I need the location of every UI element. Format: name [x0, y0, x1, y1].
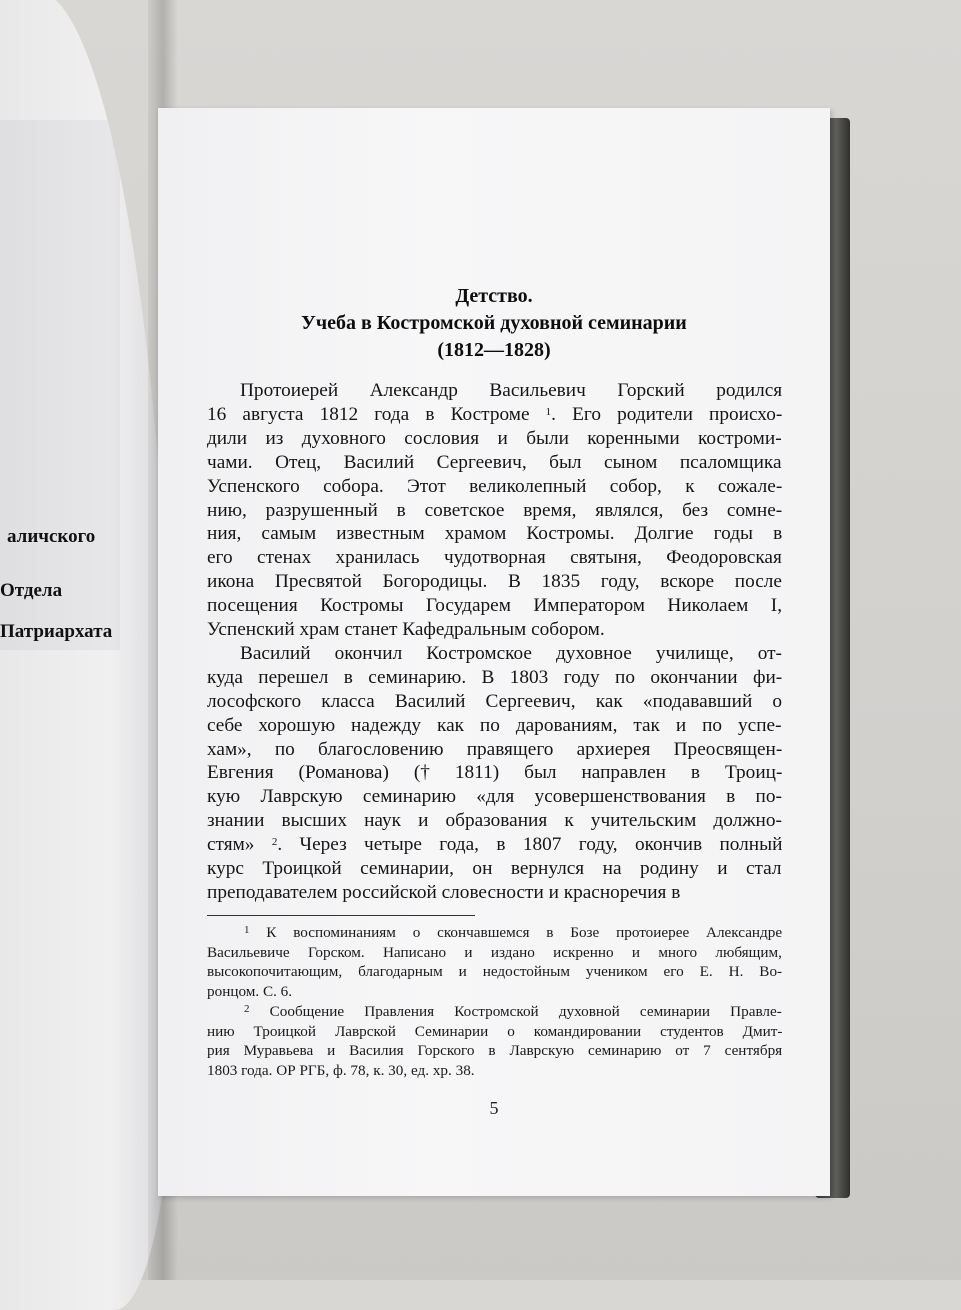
body-line: кую Лаврскую семинарию «для усовершенствования в по- [207, 786, 782, 808]
body-line: дили из духовного сословия и были коренными костроми- [207, 427, 782, 449]
body-line: куда перешел в семинарию. В 1803 году по окончании фи- [207, 666, 783, 688]
footnote-ref: 1 [545, 405, 552, 418]
footnote-line: Васильевиче Горском. Написано и издано искренно и много любящим, [207, 943, 782, 961]
body-line: курс Троицкой семинарии, он вернулся на родину и стал [207, 858, 782, 879]
body-line: посещения Костромы Государем Императором Николаем I, [207, 595, 783, 617]
body-line: нию, разрушенный в советское время, являлся, без сомне- [207, 499, 783, 521]
body-line: чами. Отец, Василий Сергеевич, был сыном псаломщика [207, 451, 782, 473]
chapter-subtitle: Учеба в Костромской духовной семинарии [301, 312, 687, 334]
footnote-number: 1 [244, 924, 250, 936]
chapter-title: Детство. [455, 285, 533, 307]
right-page [158, 108, 830, 1196]
body-line: себе хорошую надежду как по дарованиям, так и по успе- [207, 714, 782, 736]
body-line: Протоиерей Александр Васильевич Горский родился [240, 380, 783, 401]
body-line: Евгения (Романова) († 1811) был направлен в Троиц- [207, 762, 783, 784]
body-line: лософского класса Василий Сергеевич, как «подававший о [207, 690, 783, 712]
body-line: ния, самым известным храмом Костромы. Долгие годы в [207, 523, 783, 545]
footnote-line: нию Троицкой Лаврской Семинарии о командировании студентов Дмит- [207, 1022, 783, 1040]
footnote-line: 1803 года. ОР РГБ, ф. 78, к. 30, ед. хр. 38. [207, 1061, 475, 1079]
body-line: знании высших наук и образования к учительским должно- [207, 810, 782, 832]
footnote-line: $^2$ Сообщение Правления Костромской духовной семинарии Правле- [244, 1002, 782, 1020]
body-line: его стенах хранилась чудотворная святыня, Феодоровская [207, 547, 782, 569]
footnote-line: высокопочитающим, благодарным и недостойным учеником его Е. Н. Во- [207, 963, 783, 981]
body-line: преподавателем российской словесности и красноречия в [207, 881, 681, 903]
body-line: хам», по благословению правящего архиерея Преосвящен- [207, 738, 783, 760]
chapter-dates: (1812—1828) [437, 339, 551, 361]
footnote-number: 2 [244, 1002, 250, 1015]
left-page-line-1: аличского [7, 526, 96, 547]
body-line: Василий окончил Костромское духовное училище, от- [240, 642, 782, 664]
footnote-line: ронцом. С. 6. [207, 983, 293, 1001]
left-page-line-3: Патриархата [0, 621, 113, 642]
footnote-line: рия Муравьева и Василия Горского в Лаврскую семинарию от 7 сентября [207, 1042, 783, 1060]
footnote-line: $^1$ К воспоминаниям о скончавшемся в Бозе протоиерее Александре [244, 924, 783, 941]
body-line: стям» $^2$. Через четыре года, в 1807 году, окончив полный [207, 834, 783, 856]
body-line: Успенского собора. Этот великолепный собор, к сожале- [207, 475, 783, 497]
body-line: икона Пресвятой Богородицы. В 1835 году, вскоре после [207, 571, 782, 593]
footnote-ref: 2 [271, 836, 278, 849]
footnote-rule [207, 915, 475, 916]
left-page-shade [0, 120, 120, 650]
page-number: 5 [489, 1098, 499, 1118]
body-line: 16 августа 1812 года в Костроме $^1$. Его родители происхо- [207, 403, 783, 425]
body-line: Успенский храм станет Кафедральным собором. [207, 619, 605, 640]
left-page-line-2: Отдела [0, 580, 63, 601]
